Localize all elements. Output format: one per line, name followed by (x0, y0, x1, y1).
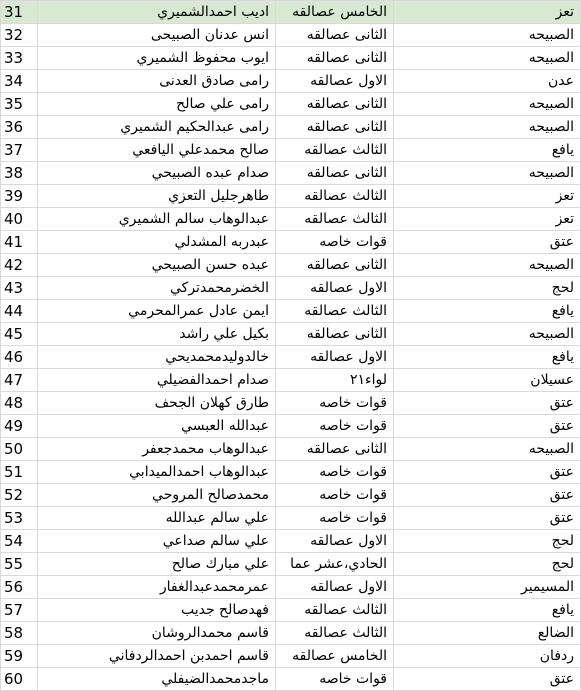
rank-cell[interactable]: الثانى عصالقه (276, 323, 394, 346)
table-row[interactable] (1, 70, 581, 93)
region-cell[interactable]: الصبيحه (394, 24, 581, 47)
row-number-cell[interactable]: 42 (1, 254, 38, 277)
rank-cell[interactable]: الاول عصالقه (276, 346, 394, 369)
row-number-cell[interactable]: 57 (1, 599, 38, 622)
region-cell[interactable]: المسيمير (394, 576, 581, 599)
name-cell[interactable]: عبدالوهاب محمدجعفر (38, 438, 276, 461)
name-cell[interactable]: علي سالم عبدالله (38, 507, 276, 530)
region-cell[interactable]: يافع (394, 599, 581, 622)
table-row[interactable] (1, 277, 581, 300)
table-row[interactable] (1, 530, 581, 553)
region-cell[interactable]: تعز (394, 1, 581, 24)
row-number-cell[interactable]: 54 (1, 530, 38, 553)
row-number-cell[interactable]: 33 (1, 47, 38, 70)
name-cell[interactable]: عمرمحمدعبدالغفار (38, 576, 276, 599)
row-number-cell[interactable]: 35 (1, 93, 38, 116)
rank-cell[interactable]: قوات خاصه (276, 231, 394, 254)
name-cell[interactable]: عبدالوهاب احمدالميدابي (38, 461, 276, 484)
row-number-cell[interactable]: 46 (1, 346, 38, 369)
name-cell[interactable]: صدام عبده الصبيحي (38, 162, 276, 185)
name-cell[interactable]: علي سالم صداعي (38, 530, 276, 553)
region-cell[interactable]: عتق (394, 231, 581, 254)
table-row[interactable] (1, 507, 581, 530)
rank-cell[interactable]: الثالث عصالقه (276, 300, 394, 323)
region-cell[interactable]: عتق (394, 392, 581, 415)
table-row[interactable] (1, 208, 581, 231)
rank-cell[interactable]: الخامس عصالقه (276, 645, 394, 668)
name-cell[interactable]: محمدصالح المروحي (38, 484, 276, 507)
table-row[interactable] (1, 622, 581, 645)
row-number-cell[interactable]: 32 (1, 24, 38, 47)
rank-cell[interactable]: الحادي،عشر عما (276, 553, 394, 576)
region-cell[interactable]: عتق (394, 668, 581, 691)
name-cell[interactable]: عبده حسن الصبيحي (38, 254, 276, 277)
name-cell[interactable]: ايمن عادل عمرالمحرمي (38, 300, 276, 323)
row-number-cell[interactable]: 31 (1, 1, 38, 24)
table-row[interactable] (1, 162, 581, 185)
table-row[interactable] (1, 93, 581, 116)
name-cell[interactable]: عبدالوهاب سالم الشميري (38, 208, 276, 231)
rank-cell[interactable]: الخامس عصالقه (276, 1, 394, 24)
name-cell[interactable]: صدام احمدالفضيلي (38, 369, 276, 392)
rank-cell[interactable]: الثالث عصالقه (276, 185, 394, 208)
row-number-cell[interactable]: 39 (1, 185, 38, 208)
name-cell[interactable]: صالح محمدعلي اليافعي (38, 139, 276, 162)
rank-cell[interactable]: الاول عصالقه (276, 70, 394, 93)
table-row[interactable] (1, 300, 581, 323)
name-cell[interactable]: ماجدمحمدالضيفلي (38, 668, 276, 691)
row-number-cell[interactable]: 36 (1, 116, 38, 139)
table-row[interactable] (1, 254, 581, 277)
region-cell[interactable]: عتق (394, 415, 581, 438)
row-number-cell[interactable]: 59 (1, 645, 38, 668)
region-cell[interactable]: يافع (394, 139, 581, 162)
region-cell[interactable]: الصبيحه (394, 116, 581, 139)
region-cell[interactable]: يافع (394, 300, 581, 323)
region-cell[interactable]: لحج (394, 530, 581, 553)
name-cell[interactable]: قاسم احمدبن احمدالردفاني (38, 645, 276, 668)
row-number-cell[interactable]: 55 (1, 553, 38, 576)
table-row[interactable] (1, 47, 581, 70)
rank-cell[interactable]: قوات خاصه (276, 507, 394, 530)
table-row[interactable] (1, 346, 581, 369)
table-row[interactable] (1, 1, 581, 24)
rank-cell[interactable]: قوات خاصه (276, 668, 394, 691)
name-cell[interactable]: اديب احمدالشميري (38, 1, 276, 24)
name-cell[interactable]: عبدالله العبسي (38, 415, 276, 438)
rank-cell[interactable]: الثانى عصالقه (276, 93, 394, 116)
row-number-cell[interactable]: 53 (1, 507, 38, 530)
table-row[interactable] (1, 438, 581, 461)
row-number-cell[interactable]: 60 (1, 668, 38, 691)
name-cell[interactable]: رامى صادق العدنى (38, 70, 276, 93)
rank-cell[interactable]: لواء٢١ (276, 369, 394, 392)
region-cell[interactable]: ردفان (394, 645, 581, 668)
rank-cell[interactable]: قوات خاصه (276, 392, 394, 415)
row-number-cell[interactable]: 37 (1, 139, 38, 162)
row-number-cell[interactable]: 58 (1, 622, 38, 645)
row-number-cell[interactable]: 52 (1, 484, 38, 507)
row-number-cell[interactable]: 51 (1, 461, 38, 484)
region-cell[interactable]: الصبيحه (394, 47, 581, 70)
region-cell[interactable]: تعز (394, 208, 581, 231)
name-cell[interactable]: رامى علي صالح (38, 93, 276, 116)
region-cell[interactable]: عتق (394, 484, 581, 507)
table-row[interactable] (1, 139, 581, 162)
name-cell[interactable]: عبدربه المشدلي (38, 231, 276, 254)
row-number-cell[interactable]: 47 (1, 369, 38, 392)
row-number-cell[interactable]: 56 (1, 576, 38, 599)
rank-cell[interactable]: قوات خاصه (276, 484, 394, 507)
table-row[interactable] (1, 392, 581, 415)
table-row[interactable] (1, 484, 581, 507)
region-cell[interactable]: الصبيحه (394, 93, 581, 116)
rank-cell[interactable]: الثانى عصالقه (276, 254, 394, 277)
rank-cell[interactable]: الاول عصالقه (276, 576, 394, 599)
region-cell[interactable]: لحج (394, 553, 581, 576)
name-cell[interactable]: رامى عبدالحكيم الشميري (38, 116, 276, 139)
region-cell[interactable]: الصبيحه (394, 162, 581, 185)
rank-cell[interactable]: الاول عصالقه (276, 277, 394, 300)
rank-cell[interactable]: الثانى عصالقه (276, 47, 394, 70)
region-cell[interactable]: يافع (394, 346, 581, 369)
row-number-cell[interactable]: 40 (1, 208, 38, 231)
region-cell[interactable]: الصبيحه (394, 438, 581, 461)
region-cell[interactable]: عسيلان (394, 369, 581, 392)
table-row[interactable] (1, 645, 581, 668)
rank-cell[interactable]: الثالث عصالقه (276, 599, 394, 622)
name-cell[interactable]: علي مبارك صالح (38, 553, 276, 576)
name-cell[interactable]: بكيل علي راشد (38, 323, 276, 346)
table-row[interactable] (1, 369, 581, 392)
rank-cell[interactable]: الثالث عصالقه (276, 622, 394, 645)
name-cell[interactable]: انس عدنان الصبيحى (38, 24, 276, 47)
table-row[interactable] (1, 185, 581, 208)
name-cell[interactable]: طارق كهلان الجحف (38, 392, 276, 415)
row-number-cell[interactable]: 41 (1, 231, 38, 254)
table-row[interactable] (1, 323, 581, 346)
table-row[interactable] (1, 668, 581, 691)
region-cell[interactable]: الضالع (394, 622, 581, 645)
region-cell[interactable]: الصبيحه (394, 323, 581, 346)
rank-cell[interactable]: الثانى عصالقه (276, 438, 394, 461)
row-number-cell[interactable]: 38 (1, 162, 38, 185)
table-row[interactable] (1, 116, 581, 139)
rank-cell[interactable]: الثانى عصالقه (276, 116, 394, 139)
table-row[interactable] (1, 461, 581, 484)
table-body (1, 1, 581, 691)
table-row[interactable] (1, 599, 581, 622)
row-number-cell[interactable]: 43 (1, 277, 38, 300)
region-cell[interactable]: تعز (394, 185, 581, 208)
table-row[interactable] (1, 576, 581, 599)
row-number-cell[interactable]: 50 (1, 438, 38, 461)
name-cell[interactable]: طاهرجليل التعزي (38, 185, 276, 208)
rank-cell[interactable]: الثانى عصالقه (276, 24, 394, 47)
name-cell[interactable]: الخضرمحمدتركي (38, 277, 276, 300)
table-row[interactable] (1, 415, 581, 438)
name-cell[interactable]: خالدوليدمحمديحي (38, 346, 276, 369)
table-row[interactable] (1, 553, 581, 576)
table-row[interactable] (1, 231, 581, 254)
rank-cell[interactable]: قوات خاصه (276, 461, 394, 484)
name-cell[interactable]: فهدصالح جديب (38, 599, 276, 622)
region-cell[interactable]: عدن (394, 70, 581, 93)
row-number-cell[interactable]: 45 (1, 323, 38, 346)
rank-cell[interactable]: الثانى عصالقه (276, 162, 394, 185)
rank-cell[interactable]: الاول عصالقه (276, 530, 394, 553)
table-row[interactable] (1, 24, 581, 47)
name-cell[interactable]: قاسم محمدالروشان (38, 622, 276, 645)
row-number-cell[interactable]: 48 (1, 392, 38, 415)
rank-cell[interactable]: الثالث عصالقه (276, 208, 394, 231)
rank-cell[interactable]: قوات خاصه (276, 415, 394, 438)
row-number-cell[interactable]: 34 (1, 70, 38, 93)
row-number-cell[interactable]: 44 (1, 300, 38, 323)
rank-cell[interactable]: الثالث عصالقه (276, 139, 394, 162)
region-cell[interactable]: عتق (394, 461, 581, 484)
region-cell[interactable]: لحج (394, 277, 581, 300)
region-cell[interactable]: عتق (394, 507, 581, 530)
name-cell[interactable]: ايوب محفوظ الشميري (38, 47, 276, 70)
region-cell[interactable]: الصبيحه (394, 254, 581, 277)
row-number-cell[interactable]: 49 (1, 415, 38, 438)
